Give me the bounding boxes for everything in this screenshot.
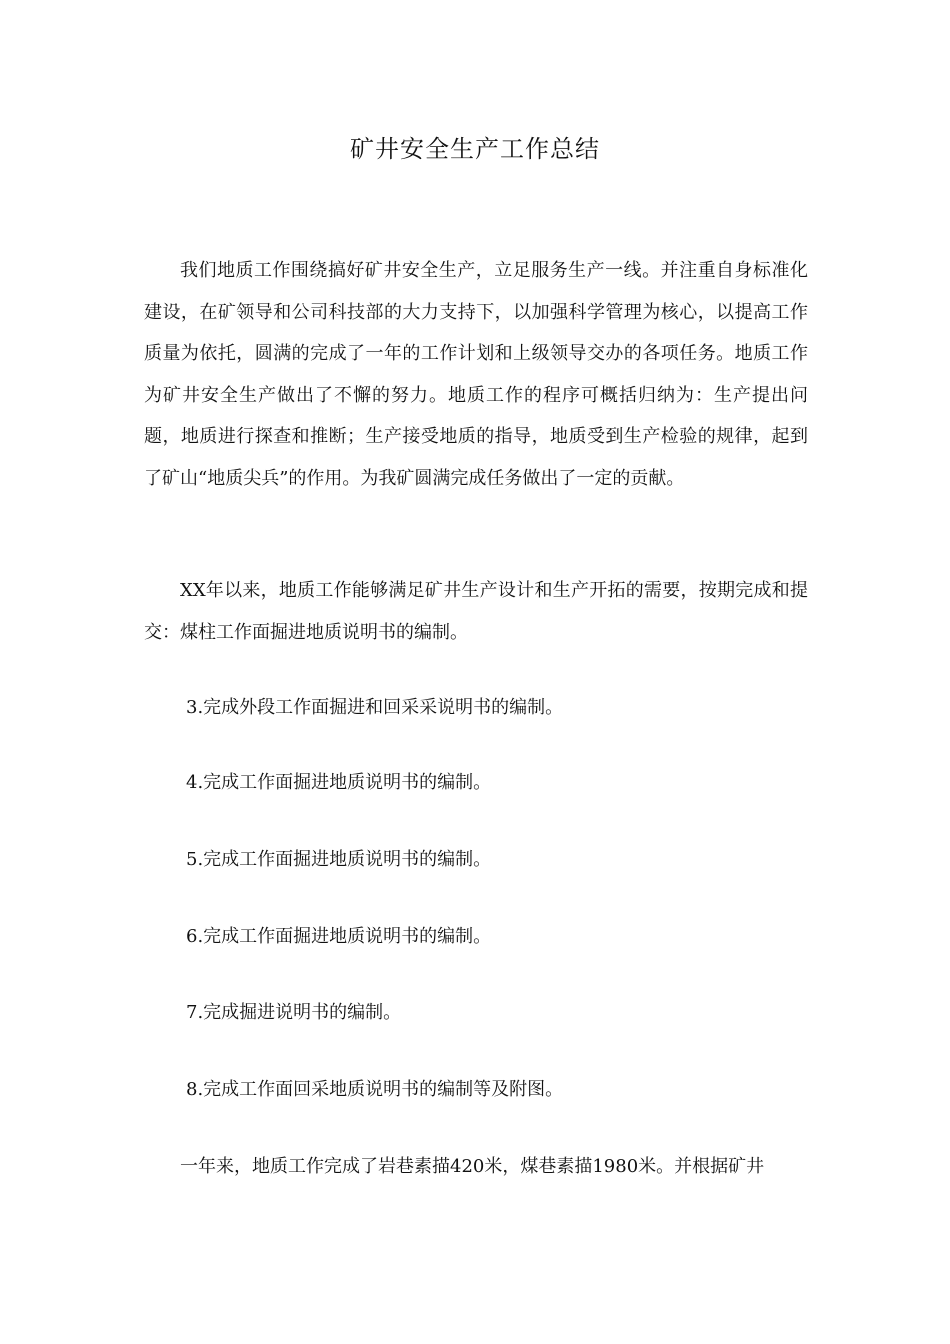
intro-paragraph: 我们地质工作围绕搞好矿井安全生产，立足服务生产一线。并注重自身标准化建设，在矿领导和公司科技部的大力支持下，以加强科学管理为核心，以提高工作质量为依托，圆满的完成了一年的工作计划和上级领导交办的各项任务。地质工作为矿井安全生产做出了不懈的努力。地质工作的程序可概括归纳为：生产提出问题，地质进行探查和推断；生产接受地质的指导，地质受到生产检验的规律，起到了矿山“地质尖兵”的作用。为我矿圆满完成任务做出了一定的贡献。 <box>144 260 808 489</box>
list-item: 7.完成掘进说明书的编制。 <box>186 1002 402 1023</box>
list-item: 3.完成外段工作面掘进和回采采说明书的编制。 <box>186 697 564 718</box>
year-summary-paragraph: 一年来，地质工作完成了岩巷素描420米，煤巷素描1980米。并根据矿井 <box>180 1156 765 1177</box>
list-item: 5.完成工作面掘进地质说明书的编制。 <box>186 849 492 870</box>
list-item: 6.完成工作面掘进地质说明书的编制。 <box>186 926 492 947</box>
since-paragraph: XX年以来，地质工作能够满足矿井生产设计和生产开拓的需要，按期完成和提交：煤柱工作面掘进地质说明书的编制。 <box>144 580 808 643</box>
list-item: 4.完成工作面掘进地质说明书的编制。 <box>186 772 492 793</box>
document-title: 矿井安全生产工作总结 <box>350 135 600 163</box>
list-item: 8.完成工作面回采地质说明书的编制等及附图。 <box>186 1079 564 1100</box>
